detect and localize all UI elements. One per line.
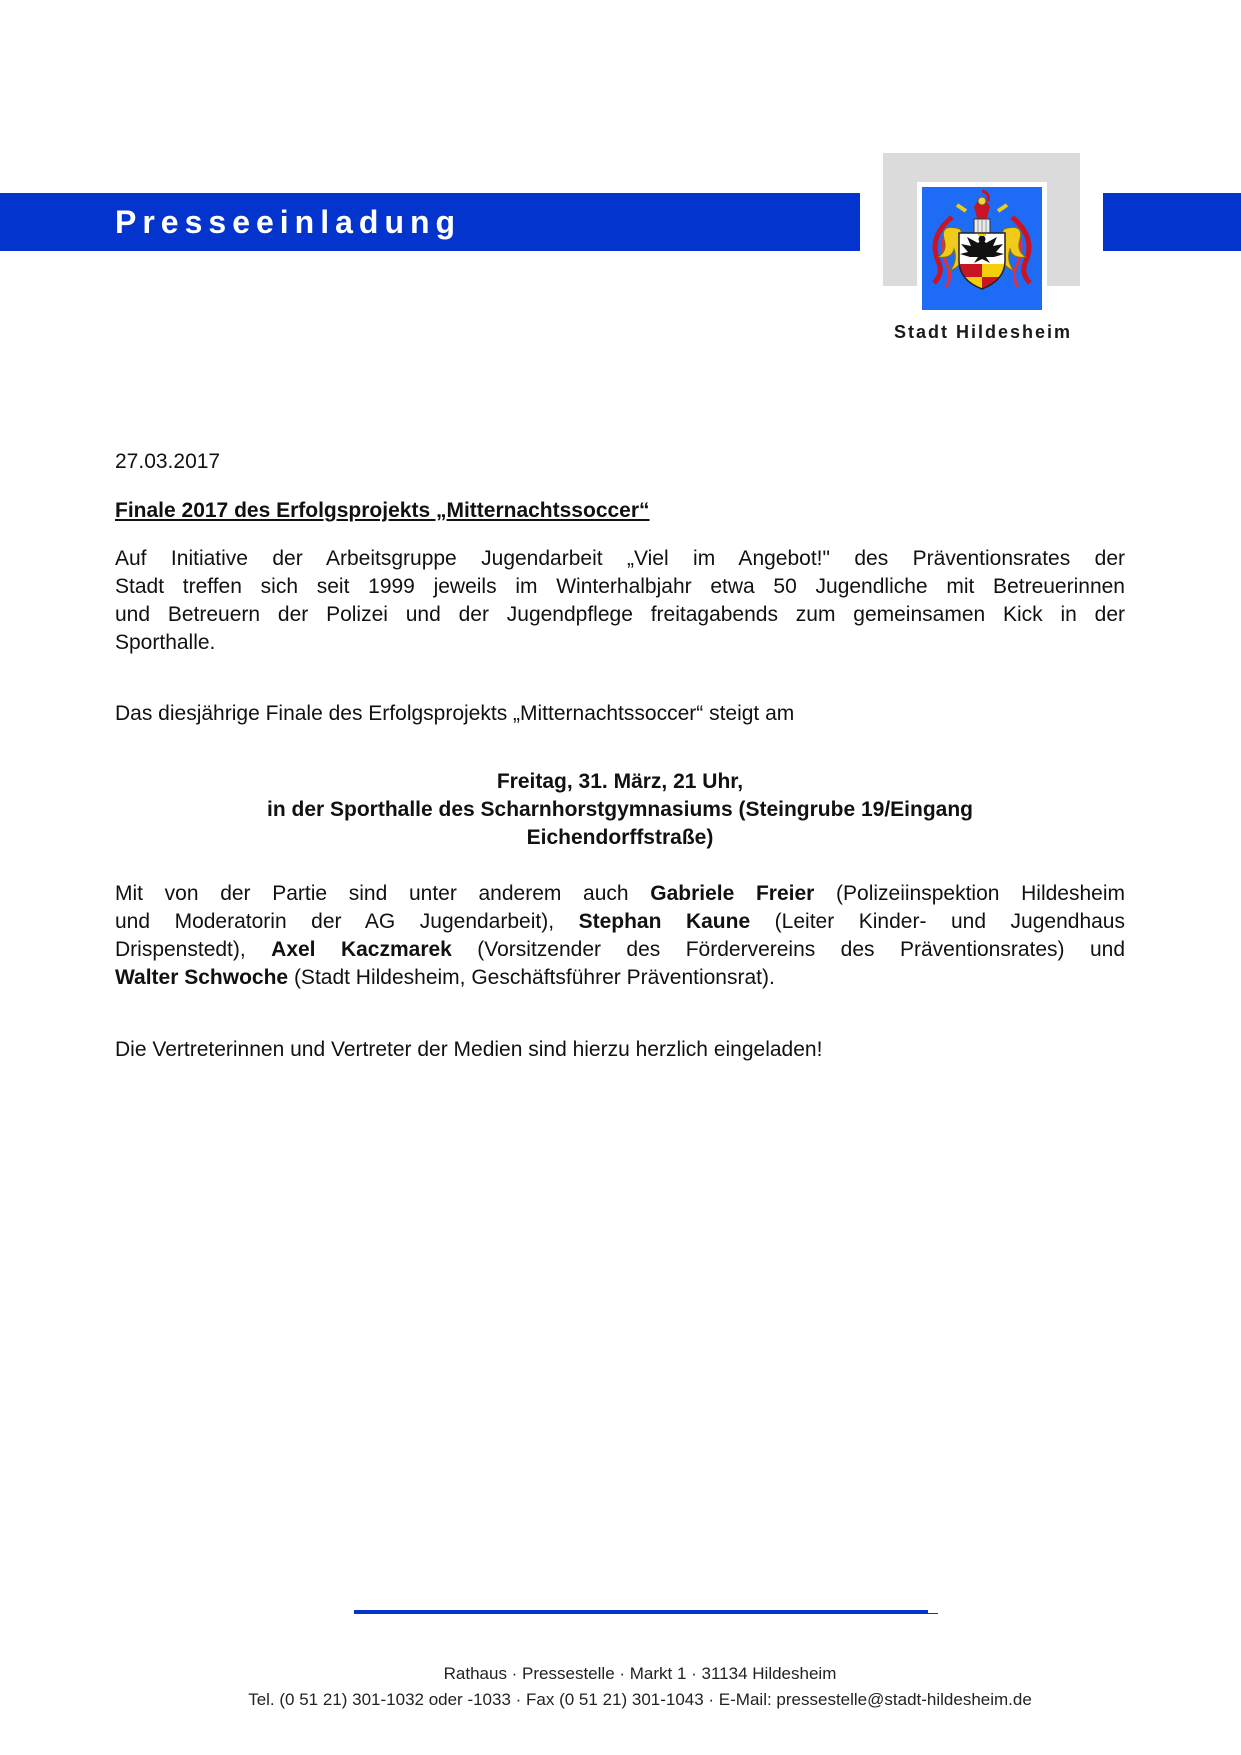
date: 27.03.2017 bbox=[115, 450, 221, 473]
footer-contact: Tel. (0 51 21) 301-1032 oder -1033 · Fax (0 51 21) 301-1043 · E-Mail: pressestelle@stadt-hildesheim.de bbox=[248, 1690, 1032, 1709]
org-name: Stadt Hildesheim bbox=[893, 322, 1073, 342]
page-title: Presseeinladung bbox=[115, 204, 462, 240]
footer bbox=[40, 1661, 1240, 1713]
city-logo bbox=[917, 182, 1047, 315]
header-bar-right bbox=[1103, 193, 1241, 251]
paragraph-event-details: Freitag, 31. März, 21 Uhr, in der Sporthalle des Scharnhorstgymnasiums (Steingrube 19/Eingang Eichendorffstraße) bbox=[267, 770, 973, 849]
footer-rule bbox=[354, 1610, 928, 1614]
footer-address: Rathaus · Pressestelle · Markt 1 · 31134 Hildesheim bbox=[443, 1664, 837, 1683]
paragraph-intro: Auf Initiative der Arbeitsgruppe Jugendarbeit „Viel im Angebot!" des Präventionsrates der Stadt treffen sich seit 1999 jeweils im Winterhalbjahr etwa 50 Jugendliche mit Betreuerinnen und Betreuern der Polizei und der Jugendpflege freitagabends zum gemeinsamen Kick in der Sporthalle. bbox=[115, 547, 1125, 654]
hildesheim-coat-of-arms-icon bbox=[922, 187, 1042, 310]
document-heading: Finale 2017 des Erfolgsprojekts „Mitternachtssoccer“ bbox=[115, 499, 650, 522]
letter-body bbox=[115, 448, 1125, 1064]
paragraph-media-invitation: Die Vertreterinnen und Vertreter der Medien sind hierzu herzlich eingeladen! bbox=[115, 1038, 823, 1061]
paragraph-announcement: Das diesjährige Finale des Erfolgsprojekts „Mitternachtssoccer“ steigt am bbox=[115, 702, 795, 725]
footer-rule-tail bbox=[928, 1613, 938, 1614]
paragraph-participants: Mit von der Partie sind unter anderem auch Gabriele Freier (Polizeiinspektion Hildesheim und Moderatorin der AG Jugendarbeit), Stephan Kaune (Leiter Kinder- und Jugendhaus Drispenstedt), Axel Kaczmarek (Vorsitzender des Fördervereins des Präventionsrates) und Walter Schwoche (Stadt Hildesheim, Geschäftsführer Präventionsrat). bbox=[115, 882, 1126, 989]
